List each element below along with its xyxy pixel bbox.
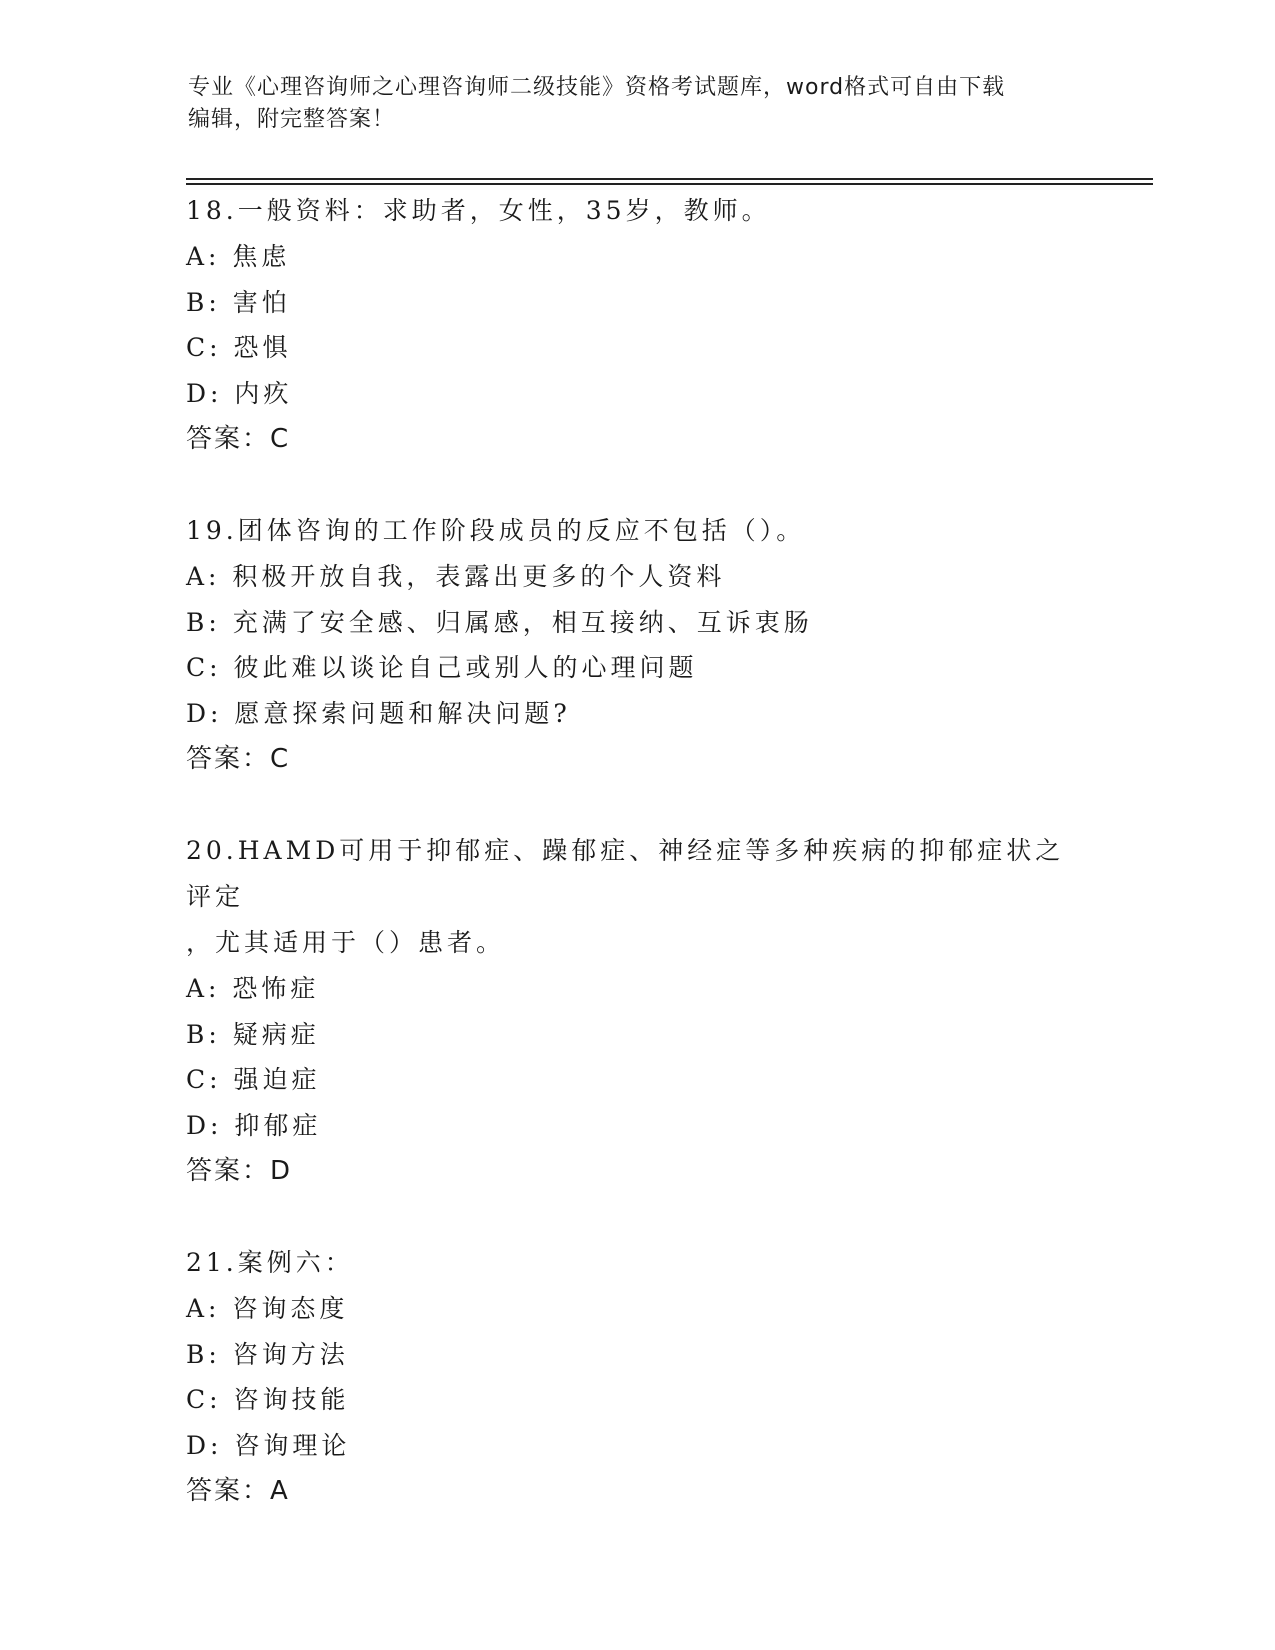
option-d: D: 内疚: [186, 378, 293, 408]
question-stem: 19.团体咨询的工作阶段成员的反应不包括（）。: [186, 516, 806, 545]
header-line-2: 编辑，附完整答案！: [188, 107, 396, 132]
question-list: [186, 188, 1086, 1560]
question-20: [186, 828, 1086, 1194]
question-stem-line-2: ，尤其适用于（）患者。: [186, 928, 506, 957]
option-b: B: 充满了安全感、归属感，相互接纳、互诉衷肠: [186, 607, 813, 637]
answer-label: 答案：C: [186, 744, 291, 774]
option-d: D: 抑郁症: [186, 1110, 322, 1140]
option-b: B: 疑病症: [186, 1019, 320, 1049]
option-c: C: 彼此难以谈论自己或别人的心理问题: [186, 653, 698, 682]
option-c: C: 恐惧: [186, 333, 292, 362]
answer-label: 答案：C: [186, 424, 291, 454]
option-b: B: 咨询方法: [186, 1339, 349, 1369]
option-d: D: 咨询理论: [186, 1430, 351, 1460]
question-stem: 18.一般资料：求助者，女性，35岁，教师。: [186, 196, 771, 225]
header-divider-top: [186, 178, 1153, 180]
option-a: A: 积极开放自我，表露出更多的个人资料: [186, 562, 726, 591]
question-19: [186, 508, 1086, 782]
document-header: [188, 72, 1088, 136]
question-stem: 21.案例六：: [186, 1248, 354, 1277]
question-18: [186, 188, 1086, 462]
option-d: D: 愿意探索问题和解决问题?: [186, 698, 571, 728]
header-divider-bottom: [186, 183, 1153, 185]
option-c: C: 咨询技能: [186, 1385, 350, 1414]
header-line-1: 专业《心理咨询师之心理咨询师二级技能》资格考试题库，word格式可自由下载: [188, 75, 1006, 100]
answer-label: 答案：A: [186, 1476, 290, 1506]
option-c: C: 强迫症: [186, 1065, 321, 1094]
question-stem-line-1: 20.HAMD可用于抑郁症、躁郁症、神经症等多种疾病的抑郁症状之评定: [186, 836, 1065, 911]
answer-label: 答案：D: [186, 1156, 293, 1186]
option-a: A: 恐怖症: [186, 974, 320, 1003]
question-21: [186, 1240, 1086, 1514]
option-a: A: 咨询态度: [186, 1294, 349, 1323]
option-b: B: 害怕: [186, 287, 291, 317]
option-a: A: 焦虑: [186, 242, 291, 271]
